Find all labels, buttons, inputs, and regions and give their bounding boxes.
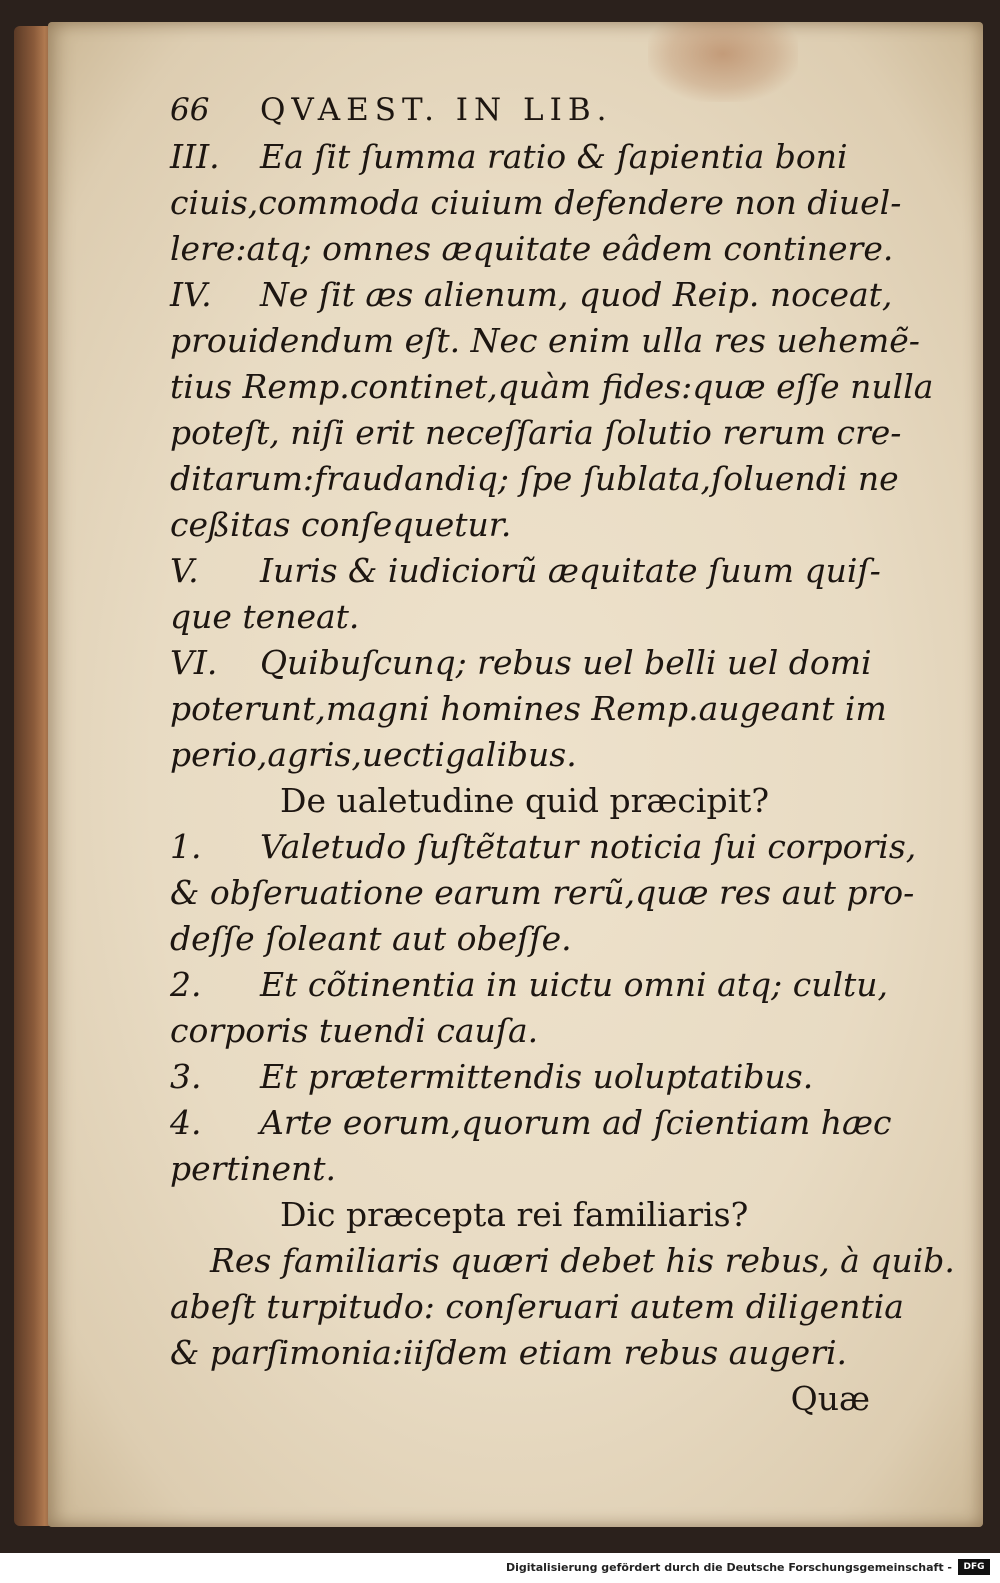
line-text: Quibuſcunq; rebus uel belli uel domi: [260, 643, 872, 682]
running-header: [170, 86, 870, 134]
item-number: 1.: [170, 827, 202, 866]
text-line: [170, 364, 934, 410]
digitization-footer: [0, 1553, 1000, 1583]
footer-text: Digitalisierung gefördert durch die Deutsche Forschungsgemeinschaft -: [505, 1561, 952, 1574]
text-line: [170, 1054, 870, 1100]
dfg-logo-icon: DFG: [958, 1559, 990, 1575]
text-line: [170, 686, 887, 732]
line-text: ceßitas conſequetur.: [170, 505, 512, 544]
line-text: prouidendum eſt. Nec enim ulla res uehemẽ-: [170, 321, 920, 360]
text-line: [170, 870, 915, 916]
text-line: [170, 732, 870, 778]
text-line: [170, 640, 870, 686]
running-title: QVAEST. IN LIB.: [260, 92, 613, 128]
catchword: Quæ: [790, 1379, 870, 1418]
page-number: 66: [170, 92, 210, 128]
text-line: abeſt turpitudo: conſeruari autem diligentia: [170, 1287, 904, 1326]
line-text: perio,agris,uectigalibus.: [170, 735, 577, 774]
text-line: [170, 410, 902, 456]
item-number: IV.: [170, 275, 212, 314]
line-text: Valetudo ſuſtẽtatur noticia ſui corporis,: [260, 827, 917, 866]
text-line: [170, 502, 870, 548]
text-line: [170, 1146, 870, 1192]
text-line: [170, 134, 870, 180]
text-line: [170, 962, 889, 1008]
text-line: [170, 548, 881, 594]
line-text: tius Remp.continet,quàm fides:quæ eſſe nulla: [170, 367, 934, 406]
text-line: [170, 226, 894, 272]
line-text: Ne ſit æs alienum, quod Reip. noceat,: [260, 275, 893, 314]
line-text: deſſe ſoleant aut obeſſe.: [170, 919, 572, 958]
line-text: poteſt, niſi erit neceſſaria ſolutio rerum cre-: [170, 413, 902, 452]
line-text: pertinent.: [170, 1149, 337, 1188]
line-text: Iuris & iudiciorũ æquitate ſuum quiſ-: [260, 551, 881, 590]
item-number: III.: [170, 137, 220, 176]
item-number: V.: [170, 551, 199, 590]
line-text: lere:atq; omnes æquitate eâdem continere.: [170, 229, 894, 268]
text-line: [170, 594, 870, 640]
line-text: que teneat.: [170, 597, 360, 636]
text-block: [170, 86, 955, 1422]
line-text: poterunt,magni homines Remp.augeant im: [170, 689, 887, 728]
item-number: 3.: [170, 1057, 202, 1096]
text-line: [170, 1008, 870, 1054]
line-text: Et prætermittendis uoluptatibus.: [260, 1057, 814, 1096]
text-line: [170, 916, 870, 962]
line-text: ditarum:fraudandiq; ſpe ſublata,ſoluendi ne: [170, 459, 899, 498]
text-line: Res familiaris quæri debet his rebus, à quib.: [210, 1241, 955, 1280]
line-text: ciuis,commoda ciuium defendere non diuel-: [170, 183, 902, 222]
line-text: Arte eorum,quorum ad ſcientiam hæc: [260, 1103, 892, 1142]
text-line: [170, 180, 902, 226]
text-line: [170, 272, 893, 318]
item-number: VI.: [170, 643, 218, 682]
line-text: corporis tuendi cauſa.: [170, 1011, 539, 1050]
line-text: Et cõtinentia in uictu omni atq; cultu,: [260, 965, 889, 1004]
line-text: Ea ſit ſumma ratio & ſapientia boni: [260, 137, 848, 176]
text-line: & parſimonia:iiſdem etiam rebus augeri.: [170, 1333, 848, 1372]
item-number: 4.: [170, 1103, 202, 1142]
text-line: [170, 318, 920, 364]
line-text: & obſeruatione earum rerũ,quæ res aut pro-: [170, 873, 915, 912]
text-line: [170, 824, 917, 870]
section-heading: De ualetudine quid præcipit?: [280, 781, 770, 820]
text-line: [170, 456, 899, 502]
item-number: 2.: [170, 965, 202, 1004]
text-line: [170, 1100, 892, 1146]
section-heading: Dic præcepta rei familiaris?: [280, 1195, 749, 1234]
